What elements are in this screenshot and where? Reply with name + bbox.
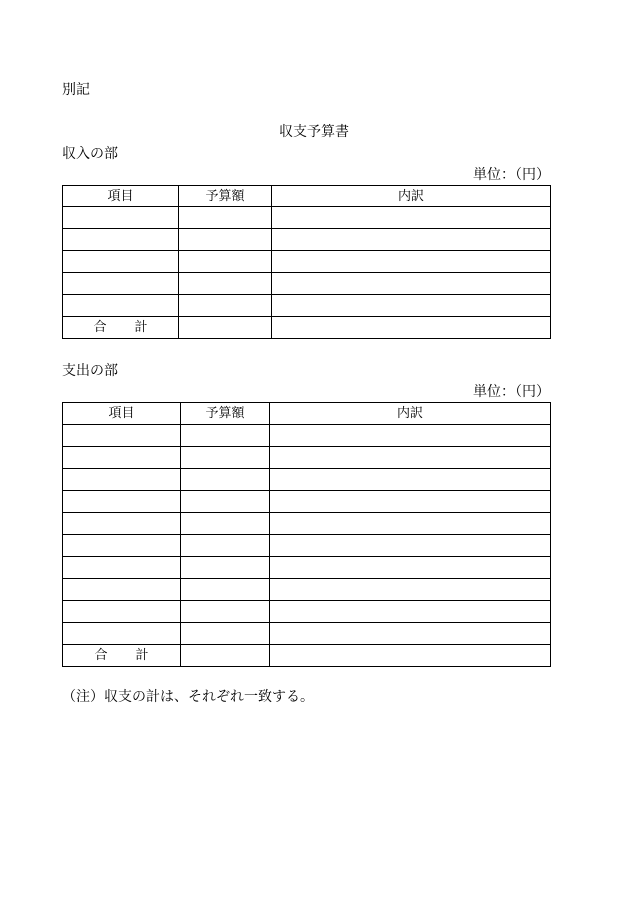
expense-cell-item	[63, 535, 181, 557]
income-total-label	[63, 317, 179, 339]
income-table-row	[63, 207, 551, 229]
expense-table-row	[63, 579, 551, 601]
income-cell-item	[63, 229, 179, 251]
income-cell-breakdown	[272, 273, 551, 295]
expense-cell-breakdown	[270, 623, 551, 645]
expense-unit-label: 単位：（円）	[473, 384, 550, 400]
expense-header-item: 項目	[63, 403, 181, 425]
expense-cell-item	[63, 513, 181, 535]
expense-table-row	[63, 447, 551, 469]
income-unit-label: 単位：（円）	[473, 167, 550, 183]
expense-cell-item	[63, 557, 181, 579]
income-cell-breakdown	[272, 295, 551, 317]
income-cell-budget	[179, 251, 272, 273]
footnote: （注）収支の計は、それぞれ一致する。	[62, 689, 314, 705]
expense-cell-budget	[181, 601, 270, 623]
income-table-row	[63, 251, 551, 273]
expense-header-budget: 予算額	[181, 403, 270, 425]
total-char-right: 計	[134, 320, 148, 335]
total-char-left: 合	[93, 320, 107, 335]
income-table-row	[63, 295, 551, 317]
expense-table-row	[63, 601, 551, 623]
expense-cell-breakdown	[270, 491, 551, 513]
expense-cell-budget	[181, 579, 270, 601]
income-cell-item	[63, 251, 179, 273]
expense-cell-breakdown	[270, 447, 551, 469]
income-cell-budget	[179, 207, 272, 229]
expense-cell-breakdown	[270, 535, 551, 557]
income-cell-item	[63, 207, 179, 229]
income-cell-breakdown	[272, 251, 551, 273]
expense-header-row	[63, 403, 551, 425]
income-table-row	[63, 229, 551, 251]
expense-total-breakdown	[270, 645, 551, 667]
expense-section-title: 支出の部	[62, 363, 118, 379]
expense-table-row	[63, 535, 551, 557]
expense-cell-breakdown	[270, 425, 551, 447]
expense-table-row	[63, 425, 551, 447]
expense-cell-breakdown	[270, 601, 551, 623]
income-section-title: 収入の部	[62, 146, 118, 162]
income-cell-item	[63, 273, 179, 295]
income-header-budget: 予算額	[179, 186, 272, 207]
expense-cell-item	[63, 579, 181, 601]
expense-cell-item	[63, 425, 181, 447]
expense-table-row	[63, 469, 551, 491]
expense-cell-breakdown	[270, 557, 551, 579]
income-cell-breakdown	[272, 229, 551, 251]
income-cell-budget	[179, 273, 272, 295]
income-table-row	[63, 273, 551, 295]
income-cell-budget	[179, 229, 272, 251]
expense-total-budget	[181, 645, 270, 667]
income-header-row	[63, 186, 551, 207]
expense-cell-breakdown	[270, 579, 551, 601]
expense-cell-breakdown	[270, 469, 551, 491]
document-title: 収支予算書	[279, 124, 349, 140]
expense-cell-budget	[181, 447, 270, 469]
expense-cell-budget	[181, 469, 270, 491]
expense-total-label	[63, 645, 181, 667]
expense-cell-item	[63, 601, 181, 623]
bekki-label: 別記	[62, 82, 90, 98]
expense-table-row	[63, 557, 551, 579]
income-header-item: 項目	[63, 186, 179, 207]
income-total-breakdown	[272, 317, 551, 339]
expense-header-breakdown: 内訳	[270, 403, 551, 425]
total-char-right: 計	[135, 648, 149, 663]
expense-cell-budget	[181, 513, 270, 535]
expense-cell-item	[63, 623, 181, 645]
income-cell-breakdown	[272, 207, 551, 229]
expense-cell-item	[63, 447, 181, 469]
expense-cell-budget	[181, 535, 270, 557]
expense-cell-budget	[181, 425, 270, 447]
income-total-row	[63, 317, 551, 339]
expense-cell-item	[63, 491, 181, 513]
income-table	[62, 185, 551, 339]
expense-cell-budget	[181, 623, 270, 645]
expense-table-row	[63, 623, 551, 645]
expense-cell-budget	[181, 557, 270, 579]
income-cell-budget	[179, 295, 272, 317]
income-cell-item	[63, 295, 179, 317]
expense-table	[62, 402, 551, 667]
expense-total-row	[63, 645, 551, 667]
expense-cell-breakdown	[270, 513, 551, 535]
expense-table-row	[63, 513, 551, 535]
expense-table-row	[63, 491, 551, 513]
income-header-breakdown: 内訳	[272, 186, 551, 207]
income-total-budget	[179, 317, 272, 339]
expense-cell-budget	[181, 491, 270, 513]
expense-cell-item	[63, 469, 181, 491]
total-char-left: 合	[94, 648, 108, 663]
